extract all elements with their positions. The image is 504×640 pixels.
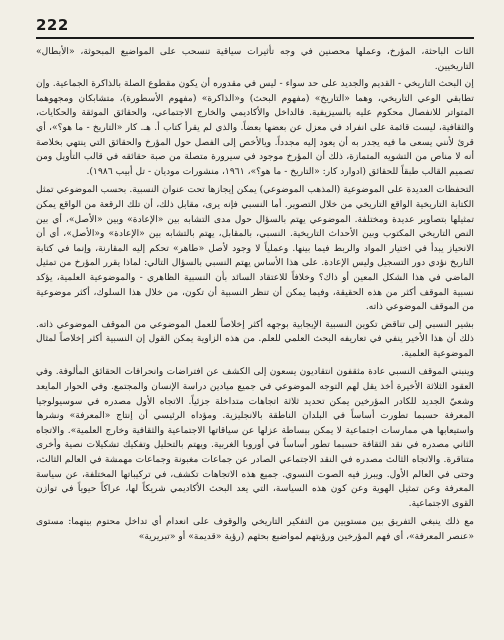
paragraph-5: وينبني الموقف النسبي عادة مثقفون انتقاديون يسعون إلى الكشف عن افتراضات وانحرافات الحقائق المألوفة. وفي العقود الثلاثة الأخيرة أخذ يقل لهم التوجه الموضوعي في جميع ميادين دراسة الإنسان والمجتمع. وفي الحوار المايعد وشعيّ الجديد للكادر المؤرخين يمكن تحديد ثلاثة اتجاهات متداخلة جزئياً. الاتجاه الأول مصدره في سوسيولوجيا المعرفة حسبما تطورت أساساً في البلدان الناطقة بالانجليزية. ومؤداه الرئيسي أن إنتاج «المعرفة» ونشرها واستيعابها هي ممارسات اجتماعية لا يمكن ببساطة عزلها عن سياقاتها الاجتماعية والثقافية وخارج العلمية». والاتجاه الثاني مصدره في نقد الثقافة حسبما تطور أساساً في أوروبا الغربية. ويهتم بالتحليل وتفكيك تشكيلات نصية وأخرى متناقرة. والاتجاه الثالث مصدره في النقد الاجتماعي الصادر عن جماعات مغبونة وجماعات مهمشة في العالم الثالث، وحتى في العالم الأول. ويبرز فيه الصوت النسوي. جميع هذه الاتجاهات تكشف، في تركيباتها المختلفة، عن سياسة المعرفة وعن تمثيل الهوية وعن كون هذه السياسة، التي يعد البحث الأكاديمي شريكاً لها، عراكاً حيوياً في توازن القوى الاجتماعية. [36,366,474,509]
body-text [36,45,474,545]
page-header [36,12,474,34]
paragraph-1: الثات الباحثة، المؤرخ، وعملها محصنين في وجه تأثيرات سياقية تنسحب على المواضيع المبحوثة، «الأبطال» التاريخيين. [36,46,474,72]
page-number: 222 [36,16,69,34]
header-rule [36,37,474,39]
paragraph-3: التحفظات العديدة على الموضوعية (المذهب الموضوعي) يمكن إيجازها تحت عنوان النسبية. بحسب الموضوعي تمثل الكتابة التاريخية الواقع التاريخي من خلال التصوير. أما النسبي فإنه يرى، مقابل ذلك، أن تلك الرقعة من الواقع يمكن تمثيلها بتصاوير عديدة ومختلفة. الموضوعي يهتم بالسؤال حول مدى التشابه بين «الإعادة» وبين «الأصل»، أي بين النص التاريخي المكتوب وبين الأحداث التاريخية. النسبي، بالمقابل، يهتم بالتشابه بين «الإعادة» و«الأصل»، أي أن الانحياز يبدأ في اختيار المواد والربط فيما بينها. وعملياً لا وجود لأصل «طاهر» تحكم إليه المقارنة، وإنما في كتابة التاريخ نؤدي دور التسجيل وليس الإعادة. على هذا الأساس يهتم النسبي بالسؤال التالي: لماذا يقرر المؤرخ من تمثيل الماضي في هذا الشكل المعين أو ذاك؟ وخلافاً للاعتقاد السائد بأن النسبية الظاهري - والموضوعية العلمية، يؤكد نسبية الموقف أكثر من هذه الحقيقة، وفيما يمكن أن تنظر النسبية أن تكون، من خلال هذا السلوك، أكثر موضوعية من الموقف الموضوعي ذاته. [36,184,474,313]
paragraph-2: إن البحث التاريخي - القديم والجديد على حد سواء - ليس في مقدوره أن يكون مقطوع الصلة بالذاكرة الجماعية. وإن تطابقي الوعي التاريخي، وهما «التاريخ» (مفهوم البحث) و«الذاكرة» (مفهوم الأسطورة)، متشابكان ومجهوهما المتواتر للانفصال محكوم عليه بالسيزيفية. فالداخل والأكاديمي والخارج الاجتماعي، والحقائق الموثقة والحكايات، والثقافية، ليست قائمة على انفراد في معزل عن بعضها بعضاً. والذي لم يقرأ كتاب أ. هـ. كار «التاريخ - ما هو؟»، أي قرئ لأنني يسعى ما فيه يجدر به أن يعود إليه مجدداً. ويالأخص إلى الفصل حول المؤرخ والحقائق التي ينتهي بخلاصة أنه لا مناص من التشويه المتمازة، ذلك أن المؤرخ موجود في سيرورة متصلة من صبة حقائقه في قالب التأويل ومن تصميم القالب طبقاً للحقائق (ادوارد كار: «التاريخ - ما هو؟»، ١٩٦١، منشورات موديان - تل أبيب ١٩٨٦). [36,78,474,177]
paragraph-4: بشير النسبي إلى تناقض تكوين النسبية الإيجابية بوجهه أكثر إخلاصاً للعمل الموضوعي من الموقف الموضوعي ذاته. ذلك أن هذا الأخير ينفي في تعاريفه البحث العلمي للعلم. من هذه الزاوية يمكن القول إن النسبية أكثر إخلاصاً لمثال الموضوعية العلمية. [36,318,474,359]
paragraph-6: مع ذلك ينبغي التفريق بين مستويين من التفكير التاريخي والوقوف على انعدام أي تداخل محتوم بينهما: مستوى «عنصر المعرفة»، أي فهم المؤرخين ورؤيتهم لمواضيع بحثهم (رؤية «قديمة» أو «تبريرية» [36,516,474,542]
